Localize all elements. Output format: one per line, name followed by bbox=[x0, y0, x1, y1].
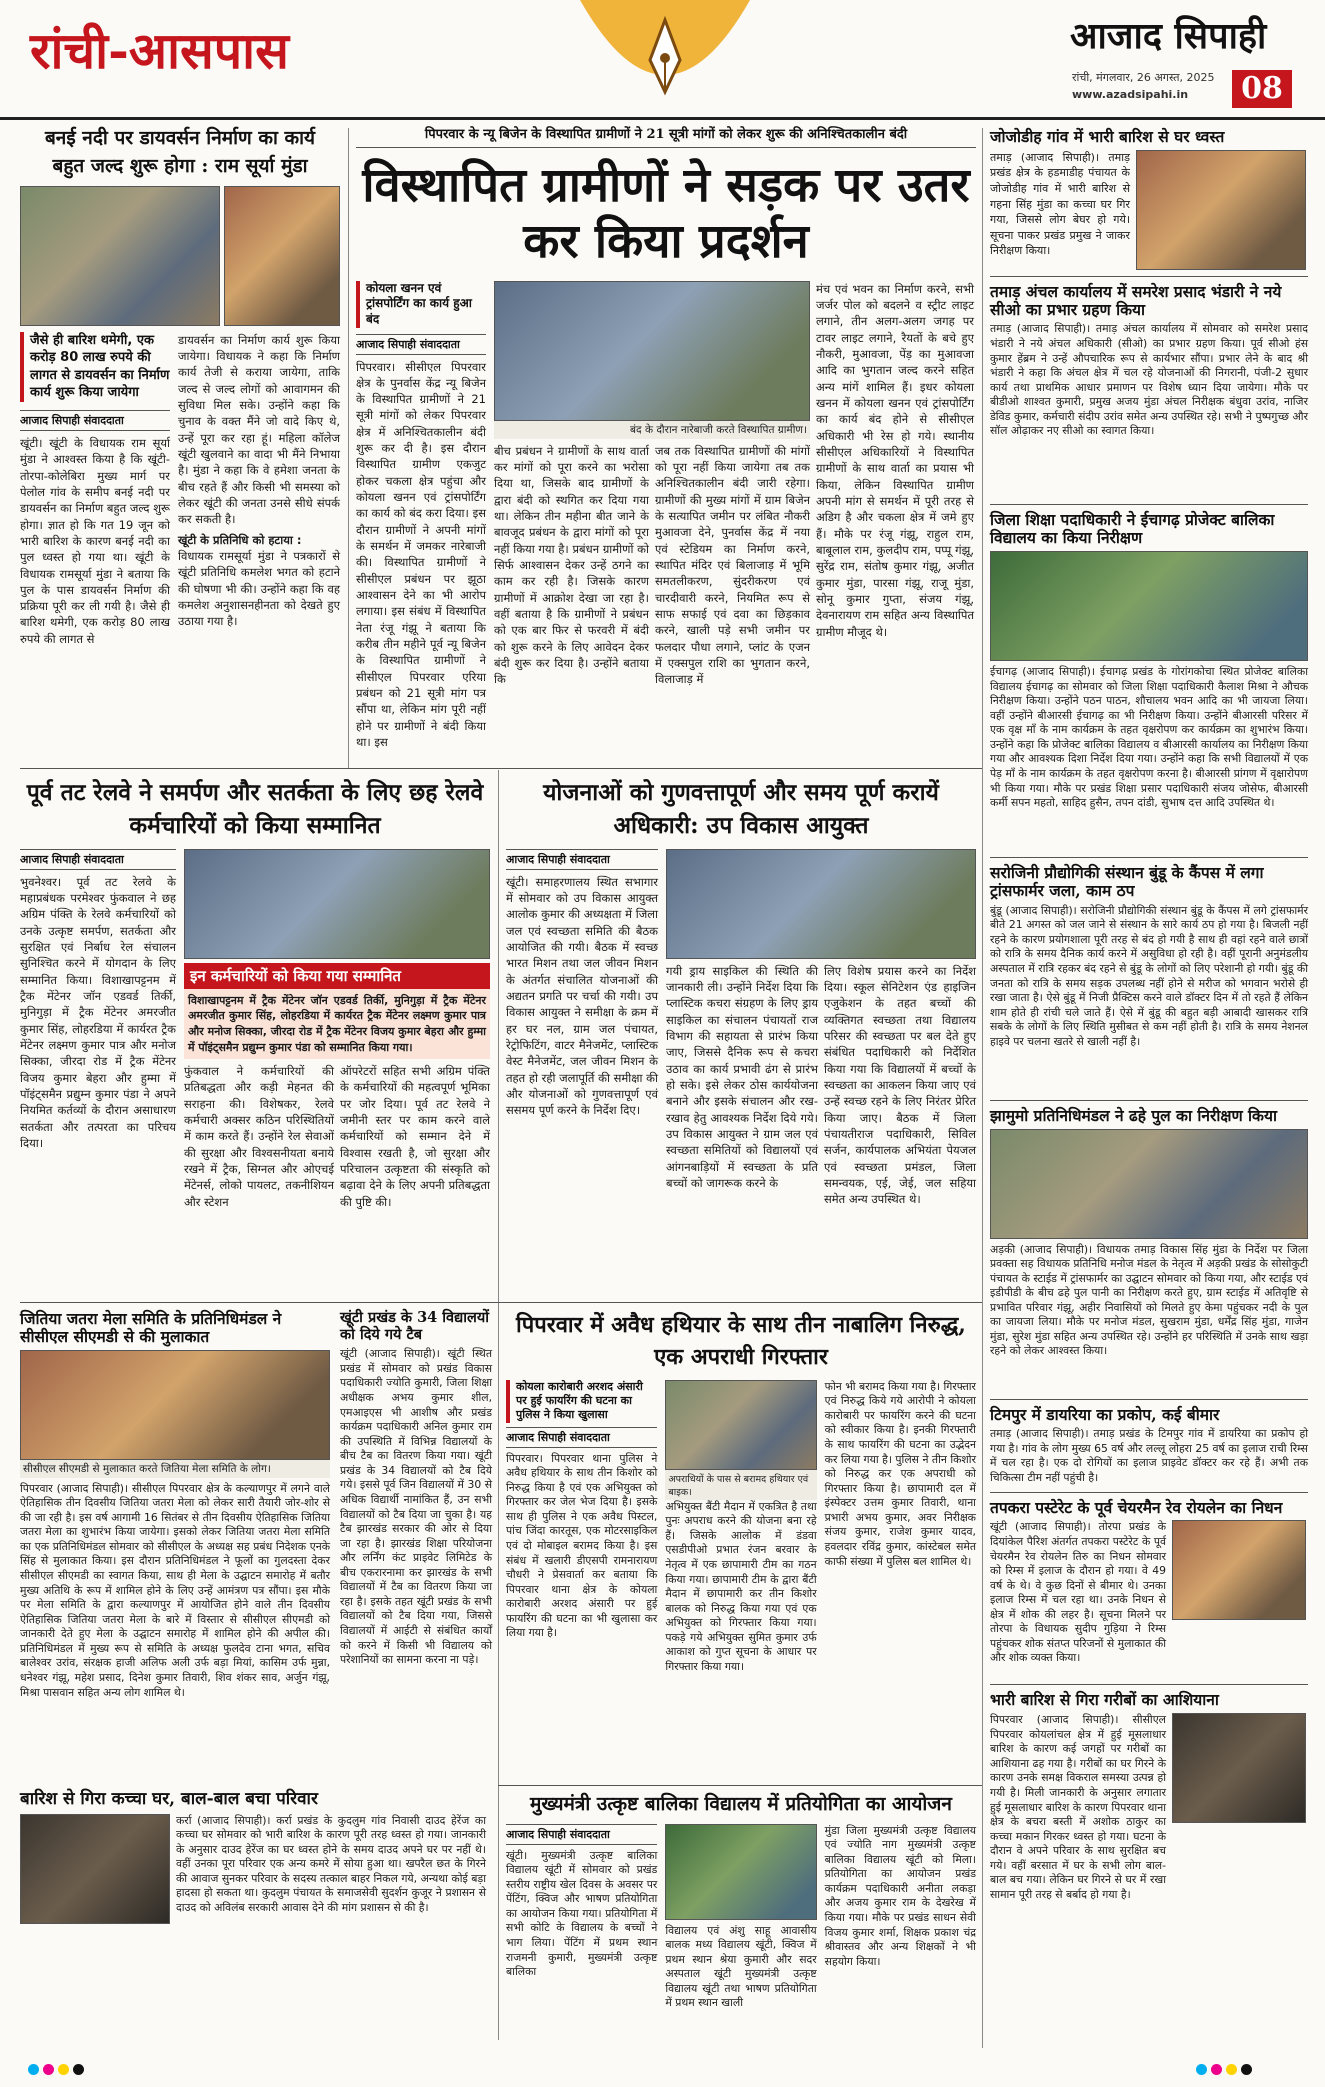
body-text: बीच प्रबंधन ने ग्रामीणों के साथ वार्ता कर मांगों को पूरा करने का भरोसा दिया था, जिसके बाद ग्रामीणों के द्वारा बंदी को स्थगित कर दिया गया था। लेकिन तीन महीना बीत जाने के बावजूद प्रबंधन के द्वारा मांगों को पूरा नहीं किया गया है। प्रबंधन ग्रामीणों को सिर्फ आश्वासन देकर उन्हें ठगने का काम कर रही है। जिसके कारण ग्रामीणों में आक्रोश देखा जा रहा है। वहीं बताया है कि ग्रामीणों ने प्रबंधन को एक बार फिर से फरवरी में बंदी को शुरू करने के लिए आवेदन देकर बंदी शुरू कर दिया है। उन्होंने बताया कि bbox=[494, 443, 649, 687]
byline: आजाद सिपाही संवाददाता bbox=[20, 849, 176, 870]
byline: आजाद सिपाही संवाददाता bbox=[506, 849, 658, 870]
kicker: पिपरवार के न्यू बिजेन के विस्थापित ग्रामीणों ने 21 सूत्री मांगों को लेकर शुरू की अनिश्चितकालीन बंदी bbox=[356, 128, 976, 148]
body-text: तमाड़ (आजाद सिपाही)। तमाड़ प्रखंड के टिमपुर गांव में डायरिया का प्रकोप हो गया है। गांव के लोग मुख्य 65 वर्ष और लल्लू लोहरा 25 वर्ष का इलाज राची रिम्स में चल रहा है। एक दो रोगियों का इलाज प्राइवेट डॉक्टर कर रहे हैं। अभी तक चिकित्सा टीम नहीं पहुंची है। bbox=[990, 1427, 1308, 1484]
meeting-photo bbox=[666, 849, 976, 959]
body-text: अभियुक्त बैंटी मैदान में एकत्रित है तथा पुनः अपराध करने की योजना बना रहे हैं। जिसके आलोक में डंडवा एसडीपीओ प्रभात रंजन बरवार के नेतृत्व में एक छापामारी टीम का गठन किया गया। छापामारी टीम के द्वारा बैंटी मैदान में छापामारी कर तीन किशोर बालक को निरुद्ध किया गया एवं एक अभियुक्त को गिरफ्तार किया गया। पकड़े गये अभियुक्त सुमित कुमार उर्फ आकाश को गुप्त सूचना के आधार पर गिरफ्तार किया गया। bbox=[665, 1499, 817, 1673]
yellow-dot bbox=[58, 2064, 69, 2075]
byline: आजाद सिपाही संवाददाता bbox=[506, 1427, 657, 1448]
photo-caption: अपराधियों के पास से बरामद हथियार एवं बाइक। bbox=[665, 1470, 816, 1500]
story-house-collapse bbox=[990, 128, 1308, 277]
website: www.azadsipahi.in bbox=[1072, 88, 1189, 101]
meeting-bouquet-photo bbox=[20, 1350, 330, 1460]
headline: बनई नदी पर डायवर्सन निर्माण का कार्य bbox=[44, 127, 316, 149]
right-column bbox=[990, 128, 1308, 2048]
pull-quote: जैसे ही बारिश थमेगी, एक करोड़ 80 लाख रुपये की लागत से डायवर्सन का निर्माण कार्य शुरू किया जायेगा bbox=[20, 332, 170, 402]
headline: जितिया जतरा मेला समिति के प्रतिनिधिमंडल ने सीसीएल सीएमडी से की मुलाकात bbox=[20, 1309, 282, 1346]
story-house-rain bbox=[20, 1790, 490, 2040]
body-text: पिपरवार। सीसीएल पिपरवार क्षेत्र के पुनर्वास केंद्र न्यू बिजेन के विस्थापित ग्रामीणों ने 21 सूत्री मांगों को लेकर पिपरवार क्षेत्र में अनिश्चितकालीन बंदी शुरू कर दी है। इस दौरान विस्थापित ग्रामीण एकजुट होकर चकला क्षेत्र पहुंचा और कोयला खनन एवं ट्रांसपोर्टिंग का कार्य को बंद करा दिया। इस दौरान ग्रामीणों ने अपनी मांगों के समर्थन में जमकर नारेबाजी की। विस्थापित ग्रामीणों ने सीसीएल प्रबंधन पर झूठा आश्वासन देने का भी आरोप लगाया। इस संबंध में विस्थापित नेता रंजू गंझू ने बताया कि करीब तीन महीने पूर्व न्यू बिजेन के विस्थापित ग्रामीणों ने सीसीएल पिपरवार एरिया प्रबंधन को 21 सूत्री मांग पत्र सौंपा था, लेकिन मांग पूरी नहीं होने पर ग्रामीणों ने बंदी किया था। इस bbox=[356, 359, 486, 750]
headline: योजनाओं को गुणवत्तापूर्ण और समय पूर्ण करायें अधिकारी: उप विकास आयुक्त bbox=[543, 779, 939, 840]
callout-heading: इन कर्मचारियों को किया गया सम्मानित bbox=[184, 963, 490, 989]
body-text: मुंडा जिला मुख्यमंत्री उत्कृष्ट विद्यालय एवं ज्योति नाग मुख्यमंत्री उत्कृष्ट बालिका विद्यालय खूंटी को मिला। प्रतियोगिता का आयोजन प्रखंड कार्यक्रम पदाधिकारी अनीता लकड़ा और अजय कुमार राम के देखरेख में किया गया। मौके पर प्रखंड साधन सेवी विजय कुमार शर्मा, शिक्षक प्रकाश चंद्र श्रीवास्तव और अन्य शिक्षकों ने भी सहयोग किया। bbox=[824, 1823, 976, 1968]
headline: खूंटी प्रखंड के 34 विद्यालयों को दिये गये टैब bbox=[340, 1309, 490, 1343]
story-ddc bbox=[506, 776, 976, 1296]
callout-text: विशाखापट्टनम में ट्रैक मेंटेनर जॉन एडवर्ड तिर्की, मुनिगुड़ा में ट्रैक मेंटेनर अमरजीत कुमार सिंह, लोहरडिया में कार्यरत ट्रैक मेंटेनर लक्ष्मण कुमार पात्र और मनोज सिक्का, जीरदा रोड में ट्रैक मेंटेनर विजय कुमार बेहरा और हुम्मा में पॉइंट्समैन प्रद्युम्न कुमार पंडा को सम्मानित किया गया। bbox=[184, 989, 490, 1059]
story-new-co bbox=[990, 277, 1308, 506]
cyan-dot bbox=[28, 2064, 39, 2075]
story-houses-collapse bbox=[990, 1685, 1308, 1899]
headline: तपकरा पस्टेरेट के पूर्व चेयरमैन रेव रोयलेन का निधन bbox=[990, 1497, 1283, 1517]
headline: सरोजिनी प्रौद्योगिकी संस्थान बुंडू के कैंपस में लगा ट्रांसफार्मर जला, काम ठप bbox=[990, 863, 1264, 900]
body-text: खूंटी (आजाद सिपाही)। तोरपा प्रखंड के दियांकेल पैरिश अंतर्गत तपकरा पस्टेरेट के पूर्व चेयरमैन रेव रोयलेन तिरु का निधन सोमवार को रिम्स में इलाज के दौरान हो गया। वे 49 वर्ष के थे। वे कुछ दिनों से बीमार थे। उनका इलाज रिम्स में चल रहा था। उनके निधन से क्षेत्र में शोक की लहर है। सूचना मिलने पर तोरपा के विधायक सुदीप गुड़िया ने रिम्स पहुंचकर शोक संतप्त परिजनों से मुलाकात की और शोक व्यक्त किया। bbox=[990, 1520, 1166, 1665]
story-competition bbox=[506, 1792, 976, 2042]
protest-photo bbox=[494, 281, 810, 421]
body-text: पिपरवार (आजाद सिपाही)। सीसीएल पिपरवार क्षेत्र के कल्याणपुर में लगने वाले ऐतिहासिक तीन दिवसीय जितिया जतरा मेला को लेकर सारी तैयारी जोर-शोर से की जा रही है। इस वर्ष आगामी 16 सितंबर से तीन दिवसीय ऐतिहासिक जितिया जतरा मेला का शुभारंभ किया जायेगा। इसको लेकर जितिया जतरा मेला समिति का एक प्रतिनिधिमंडल सोमवार को सीसीएल के अध्यक्ष सह प्रबंध निदेशक एनके सिंह से मुलाकात किया। इस दौरान प्रतिनिधिमंडल ने फूलों का गुलदस्ता देकर सीसीएल सीएमडी का स्वागत किया, साथ ही मेला के उद्घाटन समारोह में बतौर मुख्य अतिथि के रूप में शामिल होने के लिए उन्हें आमंत्रण पत्र सौंपा। इस मौके पर मेला समिति के द्वारा कल्याणपुर में आयोजित होने वाले तीन दिवसीय ऐतिहासिक जितिया जतरा मेला के बारे में विस्तार से सीसीएल सीएमडी को जानकारी देते हुए मेला के उद्घाटन समारोह में शामिल होने की अपील की। प्रतिनिधिमंडल में मुख्य रूप से समिति के अध्यक्ष फुलदेव टाना भगत, सचिव बालेश्वर उरांव, संरक्षक हाजी अलिफ अली उर्फ बड़ा मियां, कासिम उर्फ मुन्ना, धनेश्वर गंझू, महेश प्रसाद, दिनेश कुमार तिवारी, शिव शंकर साव, अर्जुन गंझू, मिश्रा पासवान सहित अन्य लोग शामिल थे। bbox=[20, 1481, 330, 1699]
story-bridge-inspection bbox=[990, 1101, 1308, 1400]
bridge-photo bbox=[20, 186, 220, 326]
headline: मुख्यमंत्री उत्कृष्ट बालिका विद्यालय में प्रतियोगिता का आयोजन bbox=[530, 1793, 952, 1815]
headline: टिमपुर में डायरिया का प्रकोप, कई बीमार bbox=[990, 1404, 1220, 1424]
yellow-dot bbox=[1226, 2064, 1237, 2075]
body-text: खूंटी। मुख्यमंत्री उत्कृष्ट बालिका विद्यालय खूंटी में सोमवार को प्रखंड स्तरीय राष्ट्रीय खेल दिवस के अवसर पर पेंटिंग, क्विज और भाषण प्रतियोगिता का आयोजन किया गया। प्रतियोगिता में सभी कोटि के विद्यालय के बच्चों ने भाग लिया। पेंटिंग में प्रथम स्थान राजमनी कुमारी, मुख्यमंत्री उत्कृष्ट बालिका bbox=[506, 1848, 658, 1979]
headline: झामुमो प्रतिनिधिमंडल ने ढहे पुल का निरीक्षण किया bbox=[990, 1105, 1277, 1125]
pen-nib-logo bbox=[560, 0, 770, 112]
story-diversion bbox=[20, 128, 340, 764]
side-kicker: कोयला खनन एवं ट्रांसपोर्टिंग का कार्य हुआ बंद bbox=[356, 281, 486, 328]
story-arms bbox=[506, 1310, 976, 1780]
mla-portrait-photo bbox=[224, 186, 340, 326]
body-text: ईचागढ़ (आजाद सिपाही)। ईचागढ़ प्रखंड के गोरांगकोचा स्थित प्रोजेक्ट बालिका विद्यालय ईचागढ़ का सोमवार को जिला शिक्षा पदाधिकारी कैलाश मिश्रा ने औचक निरीक्षण किया। उन्होंने पठन पाठन, शौचालय भवन आदि का भी जायजा लिया। वहीं उन्होंने बीआरसी ईचागढ़ का भी निरीक्षण किया। उन्होंने बीआरसी परिसर में एक वृक्ष माँ के नाम कार्यक्रम के तहत वृक्षरोपण कर कार्यक्रम का शुभारंभ किया। उन्होंने कहा कि प्रोजेक्ट बालिका विद्यालय व बीआरसी कार्यालय का निरीक्षण किया गया और आवश्यक दिशा निर्देश दिया गया। उन्होंने कहा कि सभी विद्यालयों में एक पेड़ माँ के नाम कार्यक्रम के तहत वृक्षरोपण करना है। बीआरसी प्रांगण में वृक्षारोपण भी किया गया। मौके पर प्रखंड शिक्षा प्रसार पदाधिकारी संजय जोसेफ, बीआरसी कर्मी सपन महतो, साहिद हुसैन, तपन दांडी, सुभाष दत्त आदि उपस्थित थे। bbox=[990, 665, 1308, 810]
magenta-dot bbox=[43, 2064, 54, 2075]
story-railway bbox=[20, 776, 490, 1296]
sub-heading: खूंटी के प्रतिनिधि को हटाया : bbox=[178, 532, 302, 547]
body-text: लिए विशेष प्रयास करने का निर्देश दिया। स्कूल सेनिटेशन एंड हाइजिन एजुकेशन के तहत बच्चों की व्यक्तिगत स्वच्छता तथा विद्यालय परिसर की स्वच्छता पर बल देते हुए संबंधित पदाधिकारी को निर्देशित किया गया कि विद्यालयों में बच्चों के स्वच्छता का आकलन किया जाए एवं उन्हें स्वच्छ रहने के लिए निरंतर प्रेरित किया जाए। बैठक में जिला पंचायतीराज पदाधिकारी, सिविल सर्जन, कार्यपालक अभियंता पेयजल एवं स्वच्छता प्रमंडल, जिला समन्वयक, एई, जेई, जल सहिया समेत अन्य उपस्थित थे। bbox=[824, 963, 976, 1207]
students-photo bbox=[665, 1824, 816, 1920]
story-diarrhoea bbox=[990, 1400, 1308, 1493]
paper-name: आजाद सिपाही bbox=[1070, 15, 1267, 57]
seized-weapons-photo bbox=[665, 1380, 816, 1470]
broken-bridge-photo bbox=[990, 1129, 1308, 1239]
story-transformer bbox=[990, 858, 1308, 1101]
body-text: तमाड़ (आजाद सिपाही)। तमाड़ प्रखंड क्षेत्र के हडमाडीह पंचायत के जोजोडीह गांव में भारी बारिश से गहना सिंह मुंडा का कच्चा घर गिर गया, जिससे लोग बेघर हो गये। सूचना पाकर प्रखंड प्रमुख ने जाकर निरीक्षण किया। bbox=[990, 150, 1130, 258]
award-photo bbox=[184, 849, 490, 959]
lead-story bbox=[356, 128, 976, 764]
body-text: कर्रा (आजाद सिपाही)। कर्रा प्रखंड के कुदलुम गांव निवासी दाउद हेरेंज का कच्चा घर सोमवार को भारी बारिश के कारण पूरी तरह ध्वस्त हो गया। जानकारी के अनुसार दाउद हेरेंज का घर ध्वस्त होने के समय दाउद अपने घर पर नहीं थे। वहीं उनका पूरा परिवार एक अन्य कमरे में सोया हुआ था। खपरैल छत के गिरने की आवाज सुनकर परिवार के सदस्य तत्काल बाहर निकल गये, अन्यथा कोई बड़ा हादसा हो सकता था। कुदलुम पंचायत के समाजसेवी सुदर्शन कुजूर ने प्रशासन से दाउद को अविलंब सरकारी आवास देने की मांग प्रशासन से की है। bbox=[176, 1813, 486, 1914]
photo-caption: बंद के दौरान नारेबाजी करते विस्थापित ग्रामीण। bbox=[494, 421, 810, 439]
body-text: फुंकवाल ने कर्मचारियों की प्रतिबद्धता और कड़ी मेहनत की सराहना की। विशेषकर, रेलवे कर्मचारी अक्सर कठिन परिस्थितियों में काम करते हैं। उन्होंने रेल सेवाओं की सुरक्षा और विश्वसनीयता बनाये रखने में ट्रैक, सिग्नल और ओएचई मेंटेनर्स, लोको पायलट, तकनीशियन और स्टेशन bbox=[184, 1064, 334, 1209]
story-obituary bbox=[990, 1493, 1308, 1686]
body-text: पिपरवार। पिपरवार थाना पुलिस ने अवैध हथियार के साथ तीन किशोर को निरुद्ध किया है एवं एक अभियुक्त को गिरफ्तार कर जेल भेज दिया है। इसके साथ ही पुलिस ने एक अवैध पिस्टल, पांच जिंदा कारतूस, एक मोटरसाइकिल एवं दो मोबाइल बरामद किया है। इस संबंध में खलारी डीएसपी रामनारायण चौधरी ने प्रेसवार्ता कर बताया कि पिपरवार थाना क्षेत्र के कोयला कारोबारी अरशद अंसारी पर हुई फायरिंग की घटना का भी खुलासा कर लिया गया है। bbox=[506, 1451, 658, 1640]
collapsed-roof-photo bbox=[1172, 1713, 1306, 1823]
side-kicker: कोयला कारोबारी अरशद अंसारी पर हुई फायरिंग की घटना का पुलिस ने किया खुलासा bbox=[506, 1380, 657, 1423]
body-text: तमाड़ (आजाद सिपाही)। तमाड़ अंचल कार्यालय में सोमवार को समरेश प्रसाद भंडारी ने नये अंचल अधिकारी (सीओ) का प्रभार ग्रहण किया। पूर्व सीओ हंस कुमार हेंब्रम ने उन्हें औपचारिक रूप से कार्यभार सौंपा। प्रभार लेने के बाद श्री भंडारी ने कहा कि अंचल क्षेत्र में चल रहे योजनाओं की निगरानी, पंजी-2 सुधार कार्य तथा प्राथमिक आधार प्रमाणन पर विशेष ध्यान दिया जायेगा। मौके पर बीडीओ शाश्वत कुमारी, प्रमुख अजय मुंडा अंचल निरीक्षक बंधुवा उरांव, नाजिर डेविड कुमार, कर्मचारी संदीप उरांव समेत अन्य उपस्थित रहे। सभी ने पुष्पगुच्छ और सॉल ओढ़ाकर नए सीओ का स्वागत किया। bbox=[990, 322, 1308, 438]
black-dot bbox=[1241, 2064, 1252, 2075]
body-text: फोन भी बरामद किया गया है। गिरफ्तार एवं निरुद्ध किये गये आरोपी ने कोयला कारोबारी पर फायरिंग करने की घटना को स्वीकार किया है। इनकी गिरफ्तारी के साथ फायरिंग की घटना का उद्भेदन कर लिया गया है। पुलिस ने तीन किशोर को निरुद्ध कर एक अपराधी को गिरफ्तार किया है। छापामारी दल में इंस्पेक्टर उत्तम कुमार तिवारी, थाना प्रभारी अभय कुमार, अवर निरीक्षक संजय कुमार, राजेश कुमार यादव, हवलदार रविंद्र कुमार, कांस्टेबल समेत काफी संख्या में पुलिस बल शामिल थे। bbox=[824, 1379, 976, 1568]
color-registration-bar bbox=[0, 2052, 1325, 2082]
body-text: बुंडू (आजाद सिपाही)। सरोजिनी प्रौद्योगिकी संस्थान बुंडू के कैंपस में लगे ट्रांसफार्मर बीते 21 अगस्त को जल जाने से संस्थान के सारे कार्य ठप हो गया है। बिजली नहीं रहने के कारण प्रयोगशाला पूरी तरह से बंद हो गयी है साथ ही वहां रहने वाले छात्रों को रात्रि के समय दैनिक कार्य करने में असुविधा हो रही है। वहीं पूरानी अनुमंडलीय अस्पताल में रात्रि रहकर बंद रहने से बुंडू के लोगों को लिए परेशानी हो गयी। बुंडू की जनता को रात्रि के समय सड़क उपलब्ध नहीं होने से मरीज को भगवान भरोसे ही रखा जाता है। ऐसे बुंडू में निजी प्रैक्टिस करने वाले डॉक्टर दिन में तो रहते हैं लेकिन शाम होते ही रांची चले जाते हैं। ऐसे में बुंडू की बहुत बड़ी आबादी खासकर रात्रि सबके के लोगों के लिए स्थिति मुसीबत से कम नहीं होती है। रात्रि के समय नेशनल हाइवे पर चलना खतरे से खाली नहीं है। bbox=[990, 903, 1308, 1048]
inspection-photo bbox=[990, 551, 1308, 661]
photo-caption: सीसीएल सीएमडी से मुलाकात करते जितिया मेला समिति के लोग। bbox=[20, 1460, 330, 1478]
section-title: रांची-आसपास bbox=[30, 21, 289, 80]
byline: आजाद सिपाही संवाददाता bbox=[20, 410, 170, 431]
headline: तमाड़ अंचल कार्यालय में समरेश प्रसाद भंडारी ने नये सीओ का प्रभार ग्रहण किया bbox=[990, 281, 1282, 319]
body-text: ऑपरेटरों सहित सभी अग्रिम पंक्ति के कर्मचारियों की महत्वपूर्ण भूमिका पर जोर दिया। पूर्व तट रेलवे ने जमीनी स्तर पर काम करने वाले कर्मचारियों को सम्मान देने में विश्वास रखती है, जो सुरक्षा और परिचालन उत्कृष्टता की संस्कृति को बढ़ावा देने के लिए अपनी प्रतिबद्धता की पुष्टि की। bbox=[340, 1064, 490, 1209]
headline: जिला शिक्षा पदाधिकारी ने ईचागढ़ प्रोजेक्ट बालिका विद्यालय का किया निरीक्षण bbox=[990, 510, 1275, 548]
body-text: विधायक रामसूर्या मुंडा ने पत्रकारों से खूंटी प्रतिनिधि कमलेश भगत को हटाने की घोषणा भी की। उन्होंने कहा कि वह कमलेश अनुशासनहीनता को देखते हुए उठाया गया है। bbox=[178, 548, 340, 629]
story-deo-inspection bbox=[990, 505, 1308, 858]
page-number: 08 bbox=[1232, 70, 1292, 108]
masthead bbox=[0, 0, 1325, 120]
body-text: पिपरवार (आजाद सिपाही)। सीसीएल पिपरवार कोयलांचल क्षेत्र में हुई मूसलाधार बारिश के कारण कई जगहों पर गरीबों का आशियाना ढह गया है। गरीबों का घर गिरने के कारण उनके समक्ष विकराल समस्या उत्पन्न हो गयी है। मिली जानकारी के अनुसार लगातार हुई मूसलाधार बारिश के कारण पिपरवार थाना क्षेत्र के बचरा बस्ती में अशोक ठाकुर का कच्चा मकान गिरकर ध्वस्त हो गया। घटना के दौरान वे अपने परिवार के साथ सुरक्षित बच गये। वहीं बरसात में घर के सभी लोग बाल-बाल बच गया। लेकिन घर गिरने से घर में रखा सामान पूरी तरह से बर्बाद हो गया है। bbox=[990, 1713, 1166, 1901]
byline: आजाद सिपाही संवाददाता bbox=[506, 1824, 657, 1845]
body-text: डायवर्सन का निर्माण कार्य शुरू किया जायेगा। विधायक ने कहा कि निर्माण कार्य तेजी से कराया जायेगा, ताकि जल्द से जल्द लोगों को आवागमन की सुविधा मिल सके। उन्होंने कहा कि चुनाव के वक्त मैंने जो वादे किए थे, उन्हें पूरा कर रहा हूं। महिला कॉलेज खूंटी खुलवाने का वादा भी मैंने निभाया है। मुंडा ने कहा कि वे हमेशा जनता के बीच रहते हैं और किसी भी समस्या को लेकर खूंटी की जनता उनसे सीधे संपर्क कर सकती है। bbox=[178, 332, 340, 527]
black-dot bbox=[73, 2064, 84, 2075]
body-text: खूंटी (आजाद सिपाही)। खूंटी स्थित प्रखंड में सोमवार को प्रखंड विकास पदाधिकारी ज्योति कुमारी, जिला शिक्षा अधीक्षक अभय कुमार शील, एमआइएस भी आशीष और प्रखंड कार्यक्रम पदाधिकारी अनिल कुमार राम की उपस्थिति में विभिन्न विद्यालयों के बीच टैब का वितरण किया गया। खूंटी प्रखंड के 34 विद्यालयों को टैब दिये गये। इससे पूर्व जिन विद्यालयों में 30 से अधिक विद्यार्थी नामांकित हैं, उन सभी विद्यालयों को टैब दिया जा चुका है। यह टैब झारखंड सरकार की ओर से दिया जा रहा है। झारखंड शिक्षा परियोजना और लर्निंग कंट प्राइवेट लिमिटेड के बीच एकरारनामा कर झारखंड के सभी विद्यालयों में टैब का वितरण किया जा रहा है। इसके तहत खूंटी प्रखंड के सभी विद्यालयों को टैब दिया गया, जिससे विद्यालयों में आईटी से संबंधित कार्यों को करने में किसी भी विद्यालय को परेशानियों का सामना करना ना पड़े। bbox=[340, 1347, 492, 1667]
body-text: खूंटी। खूंटी के विधायक राम सूर्या मुंडा ने आश्वस्त किया है कि खूंटी-तोरपा-कोलेबिरा मुख्य मार्ग पर पेलोल गांव के समीप बनई नदी पर डायवर्सन का निर्माण बहुत जल्द शुरू होगा। ज्ञात हो कि गत 19 जून को भारी बारिश के कारण बनई नदी का पुल ध्वस्त हो गया था। खूंटी के विधायक रामसूर्या मुंडा ने बताया कि पुल के पास डायवर्सन निर्माण की प्रक्रिया पूरी कर ली गयी है। जैसे ही बारिश थमेगी, एक करोड़ 80 लाख रुपये की लागत से bbox=[20, 435, 170, 646]
body-text: अड़की (आजाद सिपाही)। विधायक तमाड़ विकास सिंह मुंडा के निर्देश पर जिला प्रवक्ता सह विधायक प्रतिनिधि मनोज मंडल के नेतृत्व में अड़की प्रखंड के सोसोकुटी पंचायत के स्टाईड में ट्रांसफार्मर का उद्घाटन सोमवार को किया गया, और स्टाईड एवं इडीपीडी के बीच ढहे पुल पानी का निरीक्षण करते हुए, ग्राम स्टाईड में अतिवृष्टि से प्रभावित परिवार गंझू, अहीर निवासियों को मिलते हुए केमा पहुंचकर नदी के पुल का जायजा लिया। मौके पर मनोज मंडल, सुखराम मुंडा, धर्मेंद्र सिंह मुंडा, गाजेन मुंडा, सुरेश मुंडा सहित अन्य उपस्थित रहे। उन्होंने हर परिस्थिति में उनके साथ खड़ा रहने को लेकर आश्वस्त किया। bbox=[990, 1242, 1308, 1358]
headline: भारी बारिश से गिरा गरीबों का आशियाना bbox=[990, 1690, 1219, 1710]
headline: पिपरवार में अवैध हथियार के साथ तीन नाबालिग निरुद्ध, एक अपराधी गिरफ्तार bbox=[516, 1312, 966, 1370]
story-tabs bbox=[340, 1310, 492, 1780]
body-text: खूंटी। समाहरणालय स्थित सभागार में सोमवार को उप विकास आयुक्त आलोक कुमार की अध्यक्षता में जिला जल एवं स्वच्छता समिति की बैठक आयोजित की गयी। बैठक में स्वच्छ भारत मिशन तथा जल जीवन मिशन के अंतर्गत संचालित योजनाओं की अद्यतन प्रगति पर चर्चा की गयी। उप विकास आयुक्त ने समीक्षा के क्रम में हर घर नल, ग्राम जल पंचायत, रेट्रोफिटिंग, वाटर मैनेजमेंट, प्लास्टिक वेस्ट मैनेजमेंट, जल जीवन मिशन के तहत हो रही जलापूर्ति की समीक्षा की और योजनाओं को गुणवत्तापूर्ण एवं ससमय पूर्ण करने के निर्देश दिए। bbox=[506, 874, 658, 1118]
body-text: भुवनेश्वर। पूर्व तट रेलवे के महाप्रबंधक परमेश्वर फुंकवाल ने छह अग्रिम पंक्ति के रेलवे कर्मचारियों को उनके उत्कृष्ट समर्पण, सतर्कता और सुरक्षित एवं निर्बाध रेल संचालन सुनिश्चित करने में योगदान के लिए सम्मानित किया। विशाखापट्टनम में ट्रैक मेंटेनर जॉन एडवर्ड तिर्की, मुनिगुड़ा में ट्रैक मेंटेनर अमरजीत कुमार सिंह, लोहरडिया में कार्यरत ट्रैक मेंटेनर लक्ष्मण कुमार पात्र और मनोज सिक्का, जीरदा रोड में ट्रैक मेंटेनर विजय कुमार बेहरा और हुम्मा में पॉइंट्समैन प्रद्युम्न कुमार पंडा ने अपने नियमित कर्तव्यों के दौरान असाधारण सतर्कता और तत्परता का परिचय दिया। bbox=[20, 874, 176, 1150]
collapsed-hut-photo bbox=[20, 1814, 170, 1924]
headline: बारिश से गिरा कच्चा घर, बाल-बाल बचा परिवार bbox=[20, 1789, 318, 1809]
body-text: जब तक विस्थापित ग्रामीणों की मांगों को पूरा नहीं किया जायेगा तब तक अनिश्चितकालीन बंदी जारी रहेगा। ग्रामीणों की मुख्य मांगों में ग्राम बिजेन के सत्यापित जमीन पर लंबित नौकरी मुआवजा देने, पुनर्वास केंद्र में नया एवं स्टेडियम का निर्माण करने, स्थापित मंदिर एवं बिलाजाड़ में भूमि समतलीकरण, सुंदरीकरण एवं चारदीवारी करने, नियमित रूप से साफ सफाई एवं दवा का छिड़काव करने, खाली पड़े सभी जमीन पर फलदार पौधा लगाने, प्लांट के एजन में एक्सपुल राशि का भुगतान करने, विलाजाड़ में bbox=[655, 443, 810, 687]
obituary-photo bbox=[1172, 1520, 1306, 1620]
cyan-dot bbox=[1196, 2064, 1207, 2075]
headline: पूर्व तट रेलवे ने समर्पण और सतर्कता के लिए छह रेलवे कर्मचारियों को किया सम्मानित bbox=[26, 779, 484, 840]
magenta-dot bbox=[1211, 2064, 1222, 2075]
body-text: गयी ड्राय साइकिल की स्थिति की जानकारी ली। उन्होंने निर्देश दिया कि प्लास्टिक कचरा संग्रहण के लिए ड्राय साइकिल का संचालन पंचायतों राज विभाग की सहायता से प्रारंभ किया जाए, जिससे दैनिक रूप से कचरा उठाव का कार्य प्रभावी ढंग से प्रारंभ हो सके। इसे लेकर ठोस कार्ययोजना बनाने और इसके संचालन और रख-रखाव हेतु आवश्यक निर्देश दिये गये। उप विकास आयुक्त ने ग्राम जल एवं स्वच्छता समितियों को विद्यालयों एवं आंगनबाड़ियों में स्वच्छता के प्रति बच्चों को जागरूक करने के bbox=[666, 963, 818, 1190]
lead-headline: विस्थापित ग्रामीणों ने सड़क पर उतर कर किया प्रदर्शन bbox=[362, 157, 970, 270]
body-text: विद्यालय एवं अंशु साहू आवासीय बालक मध्य विद्यालय खूंटी, क्विज में प्रथम स्थान श्रेया कुमारी और सदर अस्पताल खूंटी मुख्यमंत्री उत्कृष्ट विद्यालय खूंटी तथा भाषण प्रतियोगिता में प्रथम स्थान खाली bbox=[665, 1923, 817, 2010]
collapsed-house-photo bbox=[1136, 150, 1306, 270]
dateline: रांची, मंगलवार, 26 अगस्त, 2025 bbox=[1072, 71, 1215, 84]
headline: जोजोडीह गांव में भारी बारिश से घर ध्वस्त bbox=[990, 127, 1225, 146]
story-jitiya bbox=[20, 1310, 330, 1780]
headline: बहुत जल्द शुरू होगा : राम सूर्या मुंडा bbox=[52, 154, 308, 177]
byline: आजाद सिपाही संवाददाता bbox=[356, 334, 486, 355]
body-text: मंच एवं भवन का निर्माण करने, सभी जर्जर पोल को बदलने व स्ट्रीट लाइट लगाने, तीन अलग-अलग जगह पर टावर लाइट लगाने, रैयतों के बचे हुए नौकरी, मुआवजा, पेंड़ का मुआवजा आदि का भुगतान जल्द करने सहित अन्य मांगें शामिल हैं। इधर कोयला खनन में कोयला खनन एवं ट्रांसपोर्टिंग का कार्य बंद होने से सीसीएल अधिकारी भी रेस हो गये। स्थानीय सीसीएल अधिकारियों ने विस्थापित ग्रामीणों के साथ वार्ता का प्रयास भी किया, लेकिन विस्थापित ग्रामीण अपनी मांग से समर्थन में पूरी तरह से अडिग है और चकला क्षेत्र में जमे हुए हैं। मौके पर रंजू गंझू, राहुल राम, बाबूलाल राम, कुलदीप राम, पप्पू गंझू, सुरेंद्र राम, संतोष कुमार गंझू, अजीत कुमार मुंडा, पारसा गंझू, राजू मुंडा, सोनू कुमार गुप्ता, संजय गंझू, देवनारायण राम सहित अन्य विस्थापित ग्रामीण मौजूद थे। bbox=[816, 281, 974, 639]
